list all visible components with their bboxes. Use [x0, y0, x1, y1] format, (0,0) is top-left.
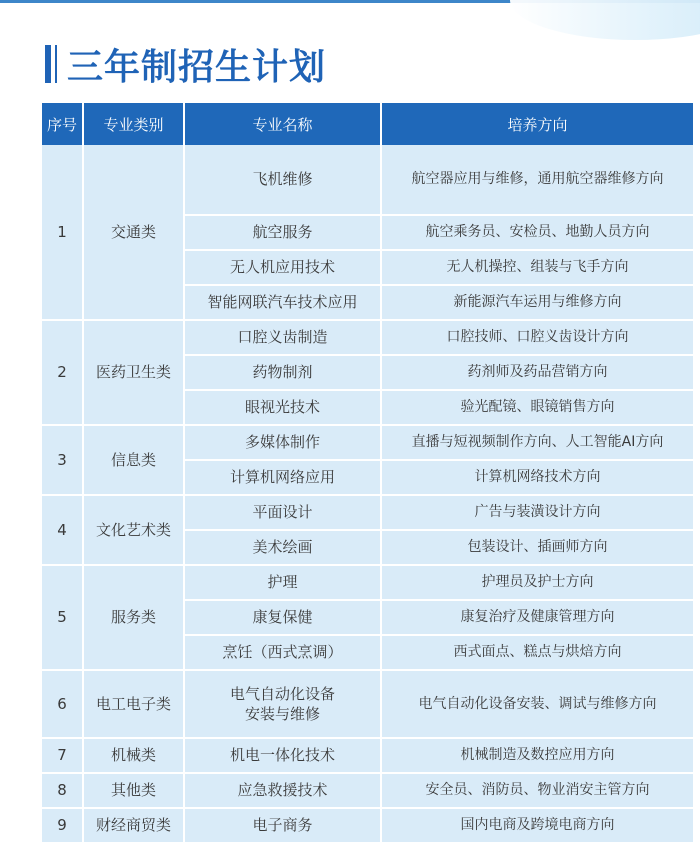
table-row — [42, 320, 693, 355]
table-body — [42, 145, 693, 843]
major-name: 航空服务 — [184, 215, 381, 250]
header-category: 专业类别 — [83, 103, 184, 145]
enrollment-plan-table — [42, 103, 693, 844]
training-direction: 电气自动化设备安装、调试与维修方向 — [381, 670, 693, 738]
training-direction: 验光配镜、眼镜销售方向 — [381, 390, 693, 425]
table-header-row — [42, 103, 693, 145]
row-index: 7 — [42, 738, 83, 773]
training-direction: 机械制造及数控应用方向 — [381, 738, 693, 773]
training-direction: 护理员及护士方向 — [381, 565, 693, 600]
major-category: 服务类 — [83, 565, 184, 670]
major-name: 眼视光技术 — [184, 390, 381, 425]
decorative-corner-swoosh — [510, 0, 700, 40]
major-name: 电气自动化设备 安装与维修 — [184, 670, 381, 738]
major-category: 其他类 — [83, 773, 184, 808]
page-title-block — [45, 40, 326, 88]
header-index: 序号 — [42, 103, 83, 145]
major-category: 信息类 — [83, 425, 184, 495]
training-direction: 西式面点、糕点与烘焙方向 — [381, 635, 693, 670]
title-accent-bar-thin — [55, 45, 57, 83]
training-direction: 广告与装潢设计方向 — [381, 495, 693, 530]
training-direction: 安全员、消防员、物业消安主管方向 — [381, 773, 693, 808]
training-direction: 计算机网络技术方向 — [381, 460, 693, 495]
major-name: 康复保健 — [184, 600, 381, 635]
row-index: 6 — [42, 670, 83, 738]
table-row — [42, 495, 693, 530]
header-direction: 培养方向 — [381, 103, 693, 145]
table-row — [42, 145, 693, 215]
table-row — [42, 773, 693, 808]
major-name: 多媒体制作 — [184, 425, 381, 460]
header-major-name: 专业名称 — [184, 103, 381, 145]
training-direction: 包装设计、插画师方向 — [381, 530, 693, 565]
row-index: 2 — [42, 320, 83, 425]
training-direction: 药剂师及药品营销方向 — [381, 355, 693, 390]
major-name: 美术绘画 — [184, 530, 381, 565]
major-name: 计算机网络应用 — [184, 460, 381, 495]
training-direction: 航空器应用与维修，通用航空器维修方向 — [381, 145, 693, 215]
row-index: 9 — [42, 808, 83, 843]
table-row — [42, 738, 693, 773]
training-direction: 直播与短视频制作方向、人工智能AI方向 — [381, 425, 693, 460]
table-row — [42, 670, 693, 738]
title-accent-bar — [45, 45, 51, 83]
major-name: 智能网联汽车技术应用 — [184, 285, 381, 320]
training-direction: 新能源汽车运用与维修方向 — [381, 285, 693, 320]
major-name: 无人机应用技术 — [184, 250, 381, 285]
major-category: 电工电子类 — [83, 670, 184, 738]
table-row — [42, 425, 693, 460]
training-direction: 口腔技师、口腔义齿设计方向 — [381, 320, 693, 355]
major-name: 烹饪（西式烹调） — [184, 635, 381, 670]
row-index: 3 — [42, 425, 83, 495]
major-category: 文化艺术类 — [83, 495, 184, 565]
major-name: 机电一体化技术 — [184, 738, 381, 773]
row-index: 4 — [42, 495, 83, 565]
page-title: 三年制招生计划 — [67, 46, 327, 88]
row-index: 5 — [42, 565, 83, 670]
training-direction: 航空乘务员、安检员、地勤人员方向 — [381, 215, 693, 250]
major-name: 口腔义齿制造 — [184, 320, 381, 355]
row-index: 8 — [42, 773, 83, 808]
major-name: 飞机维修 — [184, 145, 381, 215]
training-direction: 无人机操控、组装与飞手方向 — [381, 250, 693, 285]
major-name: 电子商务 — [184, 808, 381, 843]
training-direction: 国内电商及跨境电商方向 — [381, 808, 693, 843]
major-category: 交通类 — [83, 145, 184, 320]
training-direction: 康复治疗及健康管理方向 — [381, 600, 693, 635]
table-row — [42, 565, 693, 600]
major-category: 机械类 — [83, 738, 184, 773]
major-name: 平面设计 — [184, 495, 381, 530]
major-name: 药物制剂 — [184, 355, 381, 390]
row-index: 1 — [42, 145, 83, 320]
major-category: 医药卫生类 — [83, 320, 184, 425]
major-name: 应急救援技术 — [184, 773, 381, 808]
table-row — [42, 808, 693, 843]
major-category: 财经商贸类 — [83, 808, 184, 843]
major-name: 护理 — [184, 565, 381, 600]
